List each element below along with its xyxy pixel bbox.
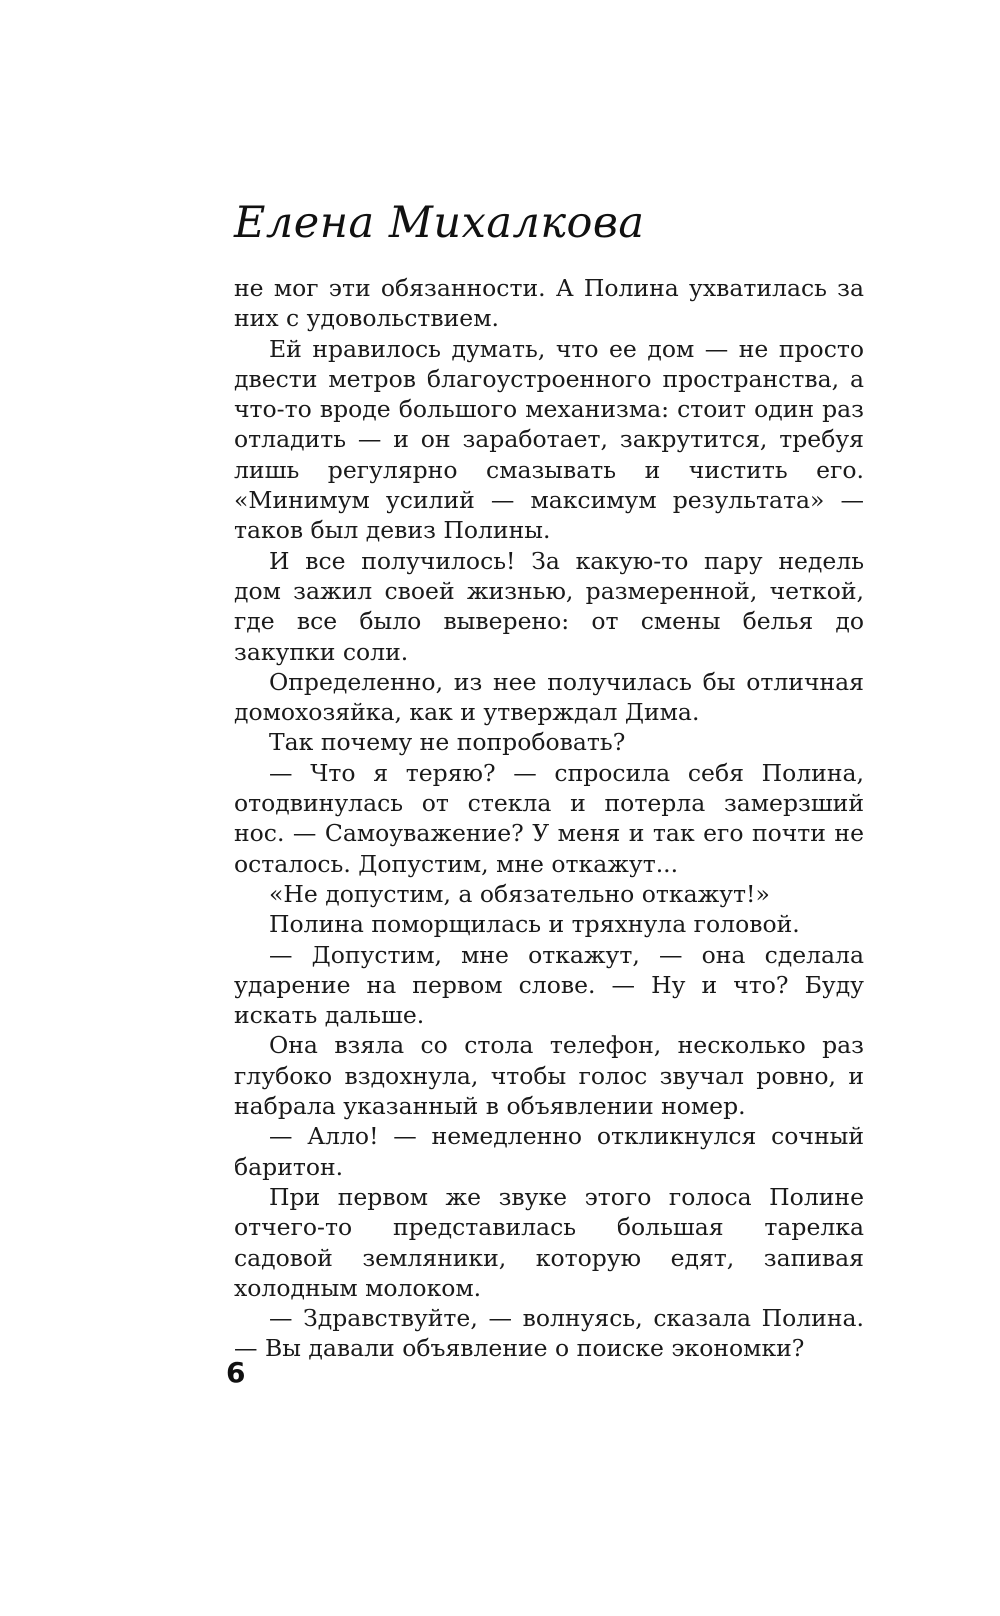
paragraph: — Допустим, мне откажут, — она сделала ударение на первом слове. — Ну и что? Буду искать дальше. xyxy=(234,940,864,1030)
paragraph: Полина поморщилась и тряхнула головой. xyxy=(269,910,800,939)
paragraph: — Алло! — немедленно откликнулся сочный баритон. xyxy=(234,1122,864,1181)
paragraph: Она взяла со стола телефон, несколько раз глубоко вздохнула, чтобы голос звучал ровно, и набрала указанный в объявлении номер. xyxy=(234,1031,864,1121)
paragraph: — Здравствуйте, — волнуясь, сказала Полина. — Вы давали объявление о поиске экономки? xyxy=(234,1304,864,1363)
paragraph: При первом же звуке этого голоса Полине отчего-то представилась большая тарелка садовой земляники, которую едят, запивая холодным молоком. xyxy=(234,1182,864,1302)
body-text xyxy=(234,273,864,1364)
page-number: 6 xyxy=(226,1356,246,1389)
paragraph: «Не допустим, а обязательно откажут!» xyxy=(269,879,770,908)
paragraph: И все получилось! За какую-то пару недель дом зажил своей жизнью, размеренной, четкой, где все было выверено: от смены белья до закупки соли. xyxy=(234,546,864,666)
running-header-author: Елена Михалкова xyxy=(234,198,645,248)
paragraph: Определенно, из нее получилась бы отличная домохозяйка, как и утверждал Дима. xyxy=(234,667,864,727)
paragraph: не мог эти обязанности. А Полина ухватилась за них с удовольствием. xyxy=(234,274,864,333)
paragraph: Так почему не попробовать? xyxy=(269,728,626,757)
paragraph: Ей нравилось думать, что ее дом — не просто двести метров благоустроенного пространства, а что-то вроде большого механизма: стоит один раз отладить — и он заработает, закрутится, требуя лишь регулярно смазывать и чистить его. «Минимум усилий — максимум результата» — таков был девиз Полины. xyxy=(234,334,864,545)
paragraph: — Что я теряю? — спросила себя Полина, отодвинулась от стекла и потерла замерзший нос. — Самоуважение? У меня и так его почти не осталось. Допустим, мне откажут... xyxy=(234,758,864,878)
